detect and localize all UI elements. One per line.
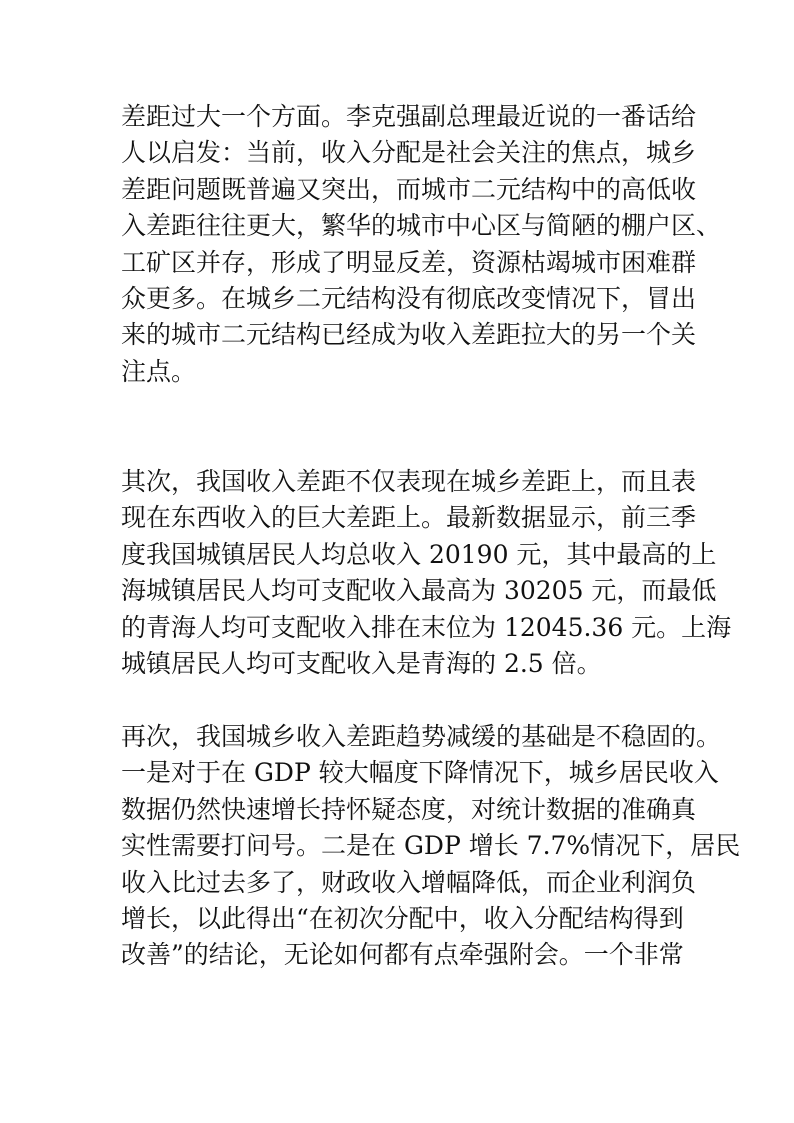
text-line: 海城镇居民人均可支配收入最高为 30205 元，而最低 [121, 576, 717, 606]
text-line: 增长，以此得出“在初次分配中，收入分配结构得到 [121, 904, 684, 934]
text-line: 工矿区并存，形成了明显反差，资源枯竭城市困难群 [121, 247, 697, 277]
text-line: 注点。 [121, 356, 197, 386]
text-line: 来的城市二元结构已经成为收入差距拉大的另一个关 [121, 320, 697, 350]
text-line: 改善”的结论，无论如何都有点牵强附会。一个非常 [121, 940, 684, 970]
text-line: 差距过大一个方面。李克强副总理最近说的一番话给 [121, 102, 697, 131]
text-line: 入差距往往更大，繁华的城市中心区与简陋的棚户区、 [121, 211, 722, 241]
paragraph-east-west-income-gap [121, 464, 732, 682]
text-line: 数据仍然快速增长持怀疑态度，对统计数据的准确真 [121, 794, 697, 824]
text-line: 的青海人均可支配收入排在末位为 12045.36 元。上海 [121, 612, 732, 642]
text-line: 再次，我国城乡收入差距趋势减缓的基础是不稳固的。 [121, 722, 722, 751]
text-line: 人以启发：当前，收入分配是社会关注的焦点，城乡 [121, 138, 697, 168]
text-line: 其次，我国收入差距不仅表现在城乡差距上，而且表 [121, 467, 697, 496]
text-line: 收入比过去多了，财政收入增幅降低，而企业利润负 [121, 867, 697, 897]
text-line: 度我国城镇居民人均总收入 20190 元，其中最高的上 [121, 539, 717, 569]
text-line: 一是对于在 GDP 较大幅度下降情况下，城乡居民收入 [121, 758, 719, 788]
paragraph-income-gap-urban-dual-structure [121, 99, 722, 390]
text-line: 众更多。在城乡二元结构没有彻底改变情况下，冒出 [121, 284, 697, 314]
paragraph-unstable-trend-basis [121, 719, 741, 974]
text-line: 城镇居民人均可支配收入是青海的 2.5 倍。 [121, 649, 602, 679]
text-line: 差距问题既普遍又突出，而城市二元结构中的高低收 [121, 174, 697, 204]
text-line: 实性需要打问号。二是在 GDP 增长 7.7%情况下，居民 [121, 831, 741, 861]
text-line: 现在东西收入的巨大差距上。最新数据显示，前三季 [121, 503, 697, 533]
